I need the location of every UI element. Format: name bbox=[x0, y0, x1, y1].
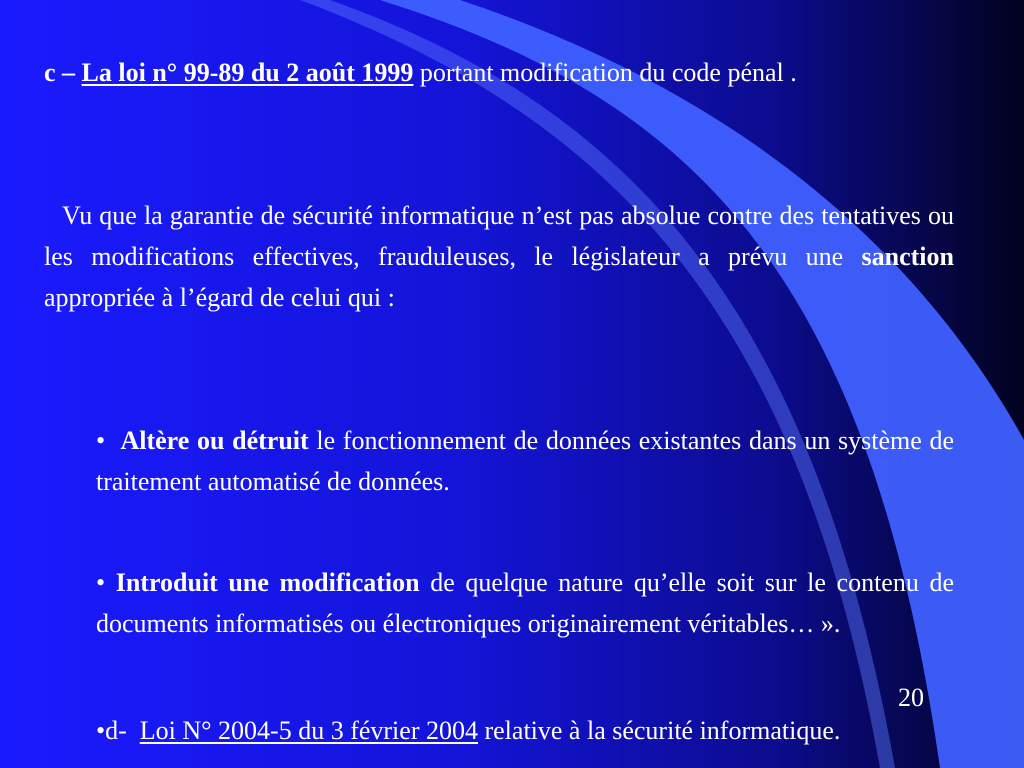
heading-prefix: c – bbox=[44, 58, 82, 87]
bullet-item-3: •d- Loi N° 2004-5 du 3 février 2004 relative à la sécurité informatique. bbox=[96, 716, 841, 745]
slide-number: 20 bbox=[898, 683, 924, 712]
bullet-2-emphasis: Introduit une modification bbox=[115, 568, 420, 597]
bullet-marker: •d- bbox=[96, 716, 127, 745]
bullet-item-1: • Altère ou détruit le fonctionnement de données existantes dans un système de traitement automatisé de données. bbox=[96, 426, 955, 496]
heading-rest: portant modification du code pénal . bbox=[413, 58, 797, 87]
law-reference-link: La loi n° 99-89 du 2 août 1999 bbox=[81, 58, 414, 87]
sanction-emphasis: sanction bbox=[861, 242, 954, 271]
bullet-marker: • bbox=[96, 426, 106, 455]
bullet-marker: • bbox=[96, 568, 106, 597]
bullet-1-emphasis: Altère ou détruit bbox=[120, 426, 309, 455]
intro-paragraph: Vu que la garantie de sécurité informatique n’est pas absolue contre des tentatives ou les modifications effectives, frauduleuses, le législateur a prévu une sanction appropriée à l’égard de celui qui : bbox=[44, 201, 954, 312]
bullet-item-2: • Introduit une modification de quelque nature qu’elle soit sur le contenu de documents informatisés ou électroniques originairement véritables… ». bbox=[96, 568, 954, 638]
heading bbox=[44, 52, 954, 93]
law-2004-reference: Loi N° 2004-5 du 3 février 2004 bbox=[139, 716, 478, 745]
